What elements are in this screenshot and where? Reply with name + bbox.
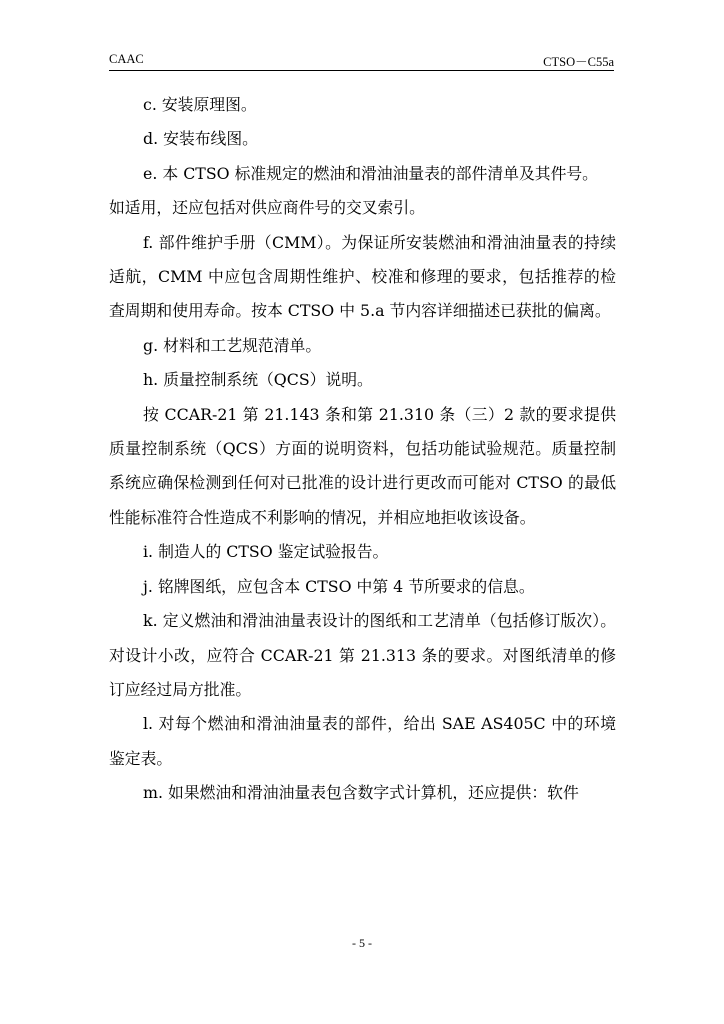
paragraph-e-continued: 如适用，还应包括对供应商件号的交叉索引。 bbox=[109, 198, 425, 218]
paragraph-h-detail: 按 CCAR-21 第 21.143 条和第 21.310 条（三）2 款的要求提供质量控制系统（QCS）方面的说明资料，包括功能试验规范。质量控制系统应确保检测到任何对已批准的设计进行更改而可能对 CTSO 的最低性能标准符合性造成不利影响的情况，并相应地拒收该设备。 bbox=[109, 404, 616, 527]
header-left: CAAC bbox=[109, 52, 144, 66]
paragraph-d: d. 安装布线图。 bbox=[143, 129, 258, 149]
paragraph-c: c. 安装原理图。 bbox=[143, 95, 257, 114]
page-header bbox=[109, 52, 614, 71]
header-right: CTSO－C55a bbox=[543, 55, 614, 69]
paragraph-f: f. 部件维护手册（CMM）。为保证所安装燃油和滑油油量表的持续适航，CMM 中应包含周期性维护、校准和修理的要求，包括推荐的检查周期和使用寿命。按本 CTSO 中 5.a 节内容详细描述已获批的偏离。 bbox=[109, 232, 616, 321]
paragraph-l: l. 对每个燃油和滑油油量表的部件，给出 SAE AS405C 中的环境鉴定表。 bbox=[109, 714, 616, 768]
paragraph-i: i. 制造人的 CTSO 鉴定试验报告。 bbox=[143, 542, 389, 562]
paragraph-m: m. 如果燃油和滑油油量表包含数字式计算机，还应提供：软件 bbox=[143, 783, 579, 803]
paragraph-j: j. 铭牌图纸，应包含本 CTSO 中第 4 节所要求的信息。 bbox=[143, 576, 535, 596]
document-body bbox=[109, 88, 616, 811]
paragraph-e: e. 本 CTSO 标准规定的燃油和滑油油量表的部件清单及其件号。 bbox=[143, 163, 598, 183]
paragraph-k: k. 定义燃油和滑油油量表设计的图纸和工艺清单（包括修订版次）。对设计小改，应符合 CCAR-21 第 21.313 条的要求。对图纸清单的修订应经过局方批准。 bbox=[109, 611, 616, 699]
page-number: - 5 - bbox=[352, 936, 372, 950]
paragraph-g: g. 材料和工艺规范清单。 bbox=[143, 335, 322, 355]
paragraph-h: h. 质量控制系统（QCS）说明。 bbox=[143, 370, 373, 390]
